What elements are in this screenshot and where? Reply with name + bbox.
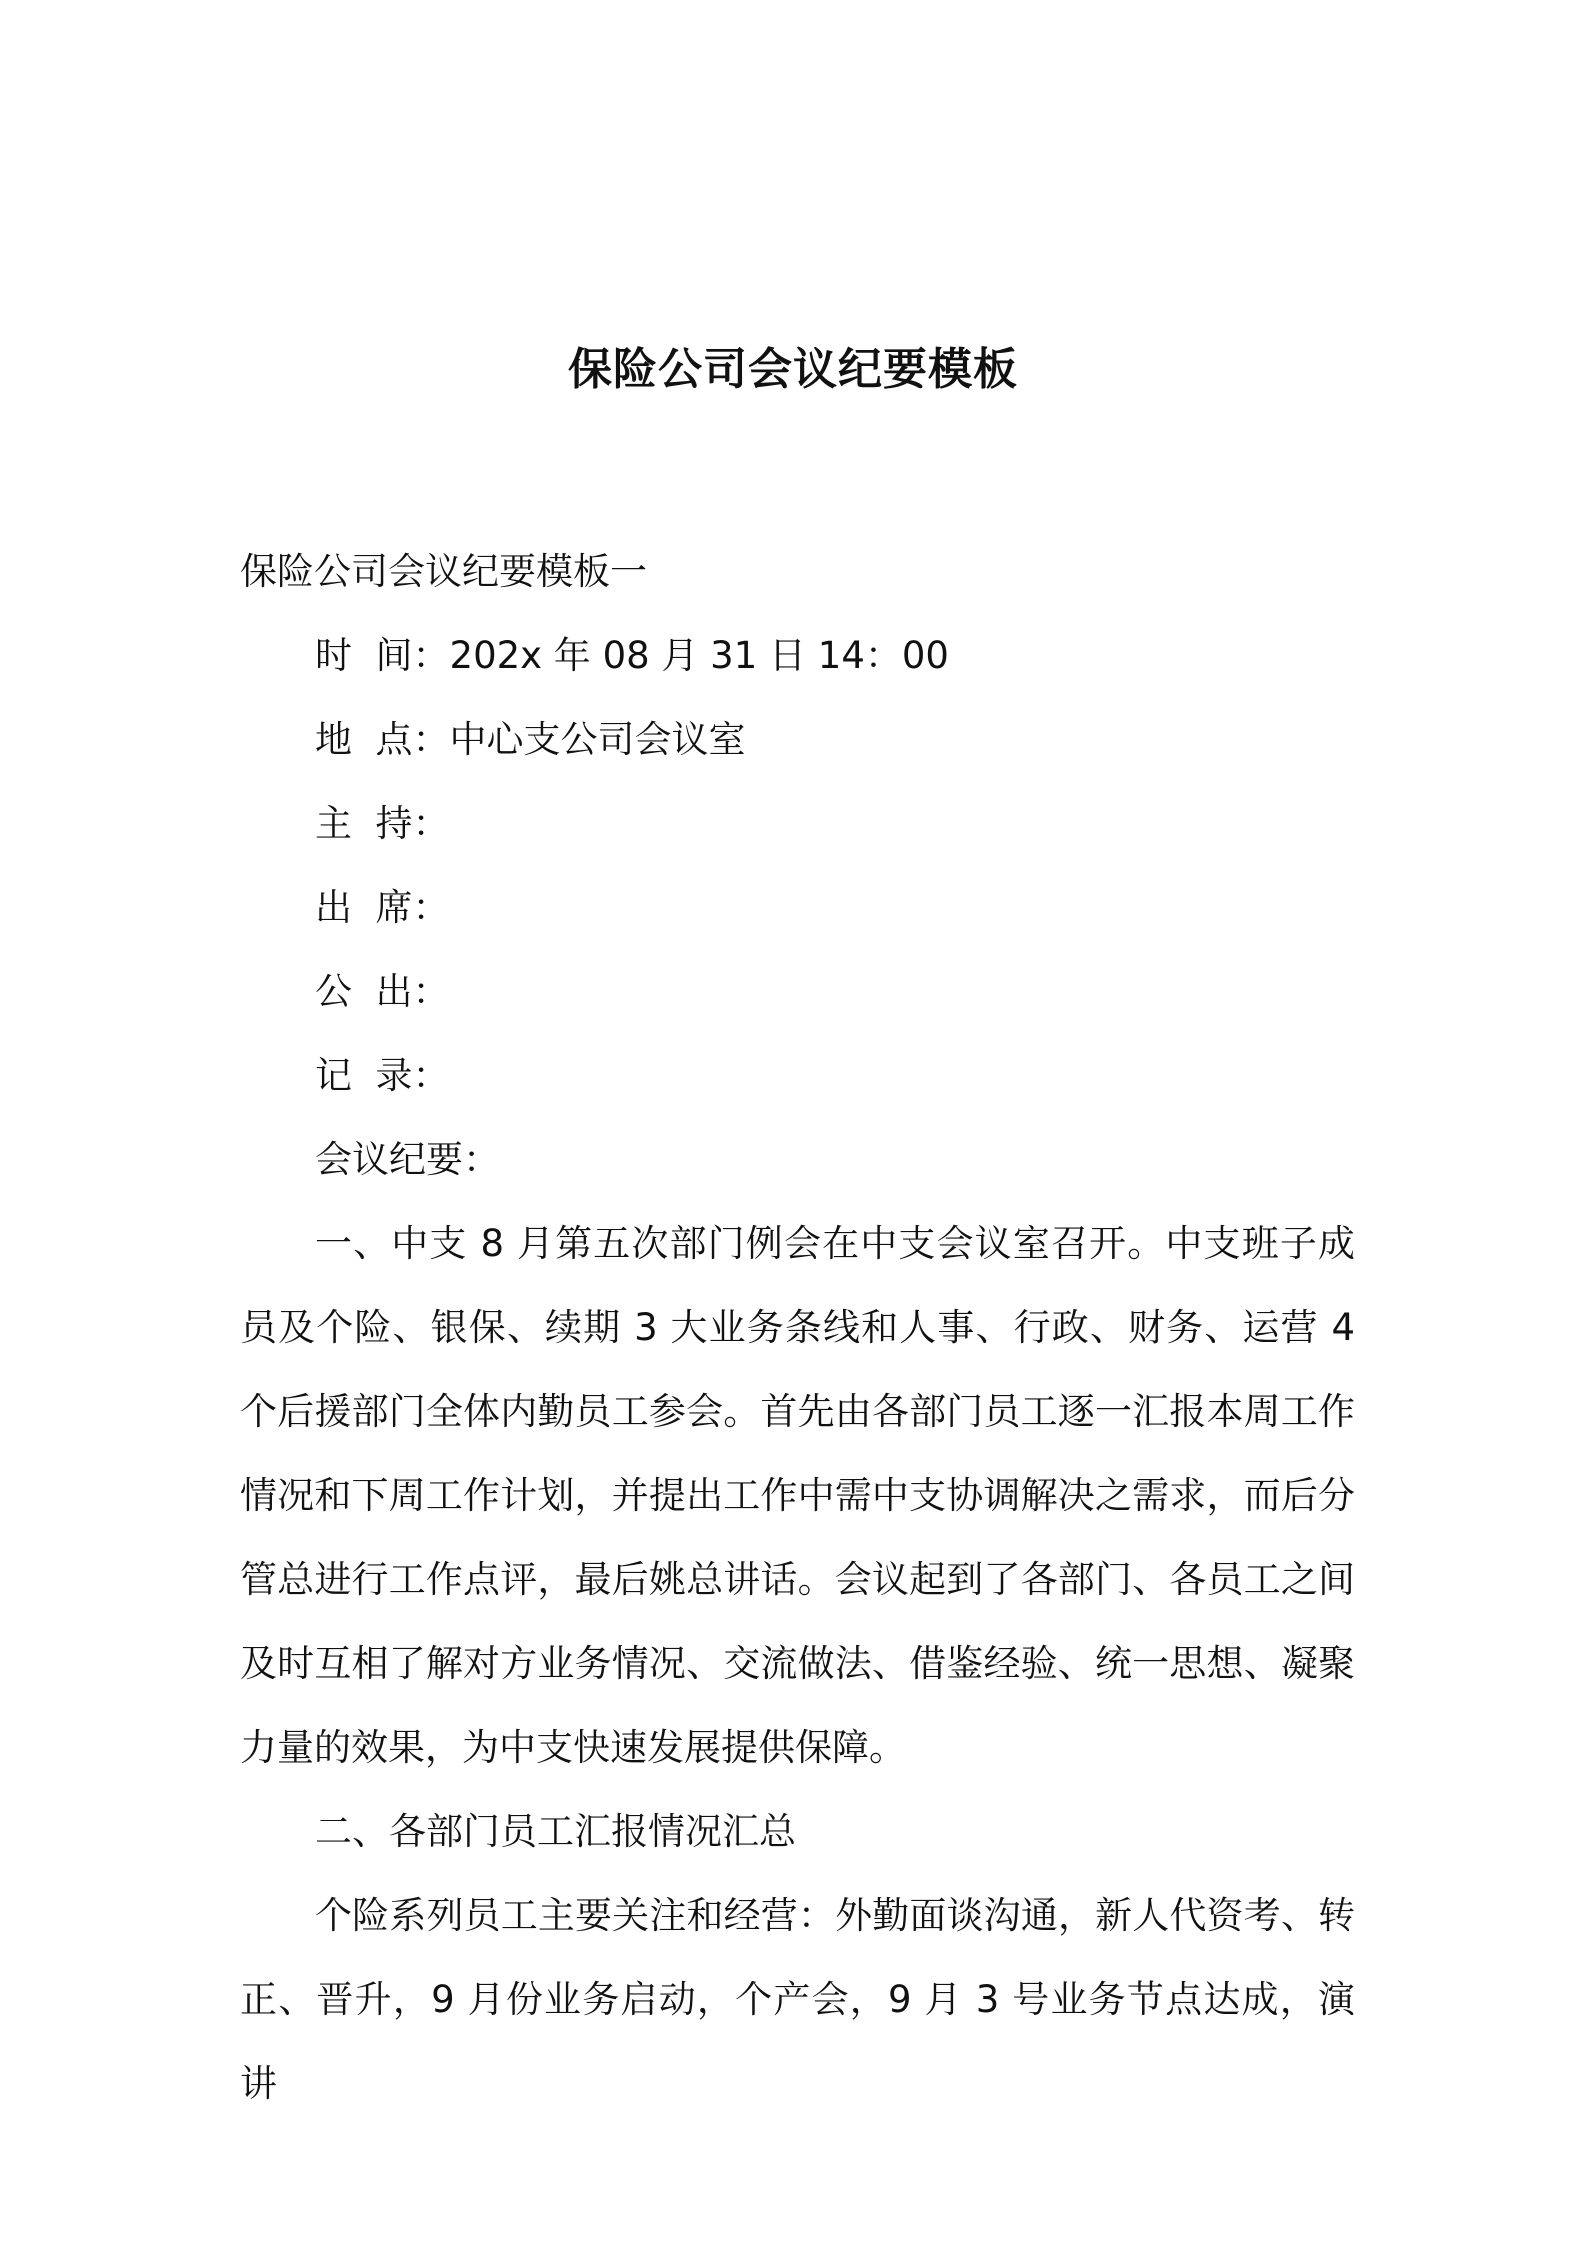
field-absent (240, 950, 1355, 1034)
subtitle: 保险公司会议纪要模板一 (240, 550, 647, 593)
field-host (240, 782, 1355, 866)
field-attendees (240, 866, 1355, 950)
field-location (240, 698, 1355, 782)
field-location-value: 中心支公司会议室 (449, 718, 746, 761)
field-attendees-label: 出 席： (315, 886, 450, 929)
minutes-heading: 会议纪要： (315, 1138, 500, 1181)
document-body (240, 530, 1355, 2126)
field-recorder-label: 记 录： (315, 1054, 450, 1097)
paragraph-1: 一、中支 8 月第五次部门例会在中支会议室召开。中支班子成员及个险、银保、续期 3 大业务条线和人事、行政、财务、运营 4 个后援部门全体内勤员工参会。首先由各部门员工逐一汇报本周工作情况和下周工作计划，并提出工作中需中支协调解决之需求，而后分管总进行工作点评，最后姚总讲话。会议起到了各部门、各员工之间及时互相了解对方业务情况、交流做法、借鉴经验、统一思想、凝聚力量的效果，为中支快速发展提供保障。 (240, 1222, 1355, 1769)
field-location-label: 地 点： (315, 718, 450, 761)
section-2-heading: 二、各部门员工汇报情况汇总 (315, 1810, 796, 1853)
field-time-value: 202x 年 08 月 31 日 14：00 (449, 634, 949, 677)
paragraph-2: 个险系列员工主要关注和经营：外勤面谈沟通，新人代资考、转正、晋升，9 月份业务启动，个产会，9 月 3 号业务节点达成，演讲 (240, 1894, 1355, 2105)
field-time (240, 614, 1355, 698)
field-host-label: 主 持： (315, 802, 450, 845)
field-absent-label: 公 出： (315, 970, 450, 1013)
document-title: 保险公司会议纪要模板 (568, 344, 1018, 395)
field-recorder (240, 1034, 1355, 1118)
field-time-label: 时 间： (315, 634, 450, 677)
